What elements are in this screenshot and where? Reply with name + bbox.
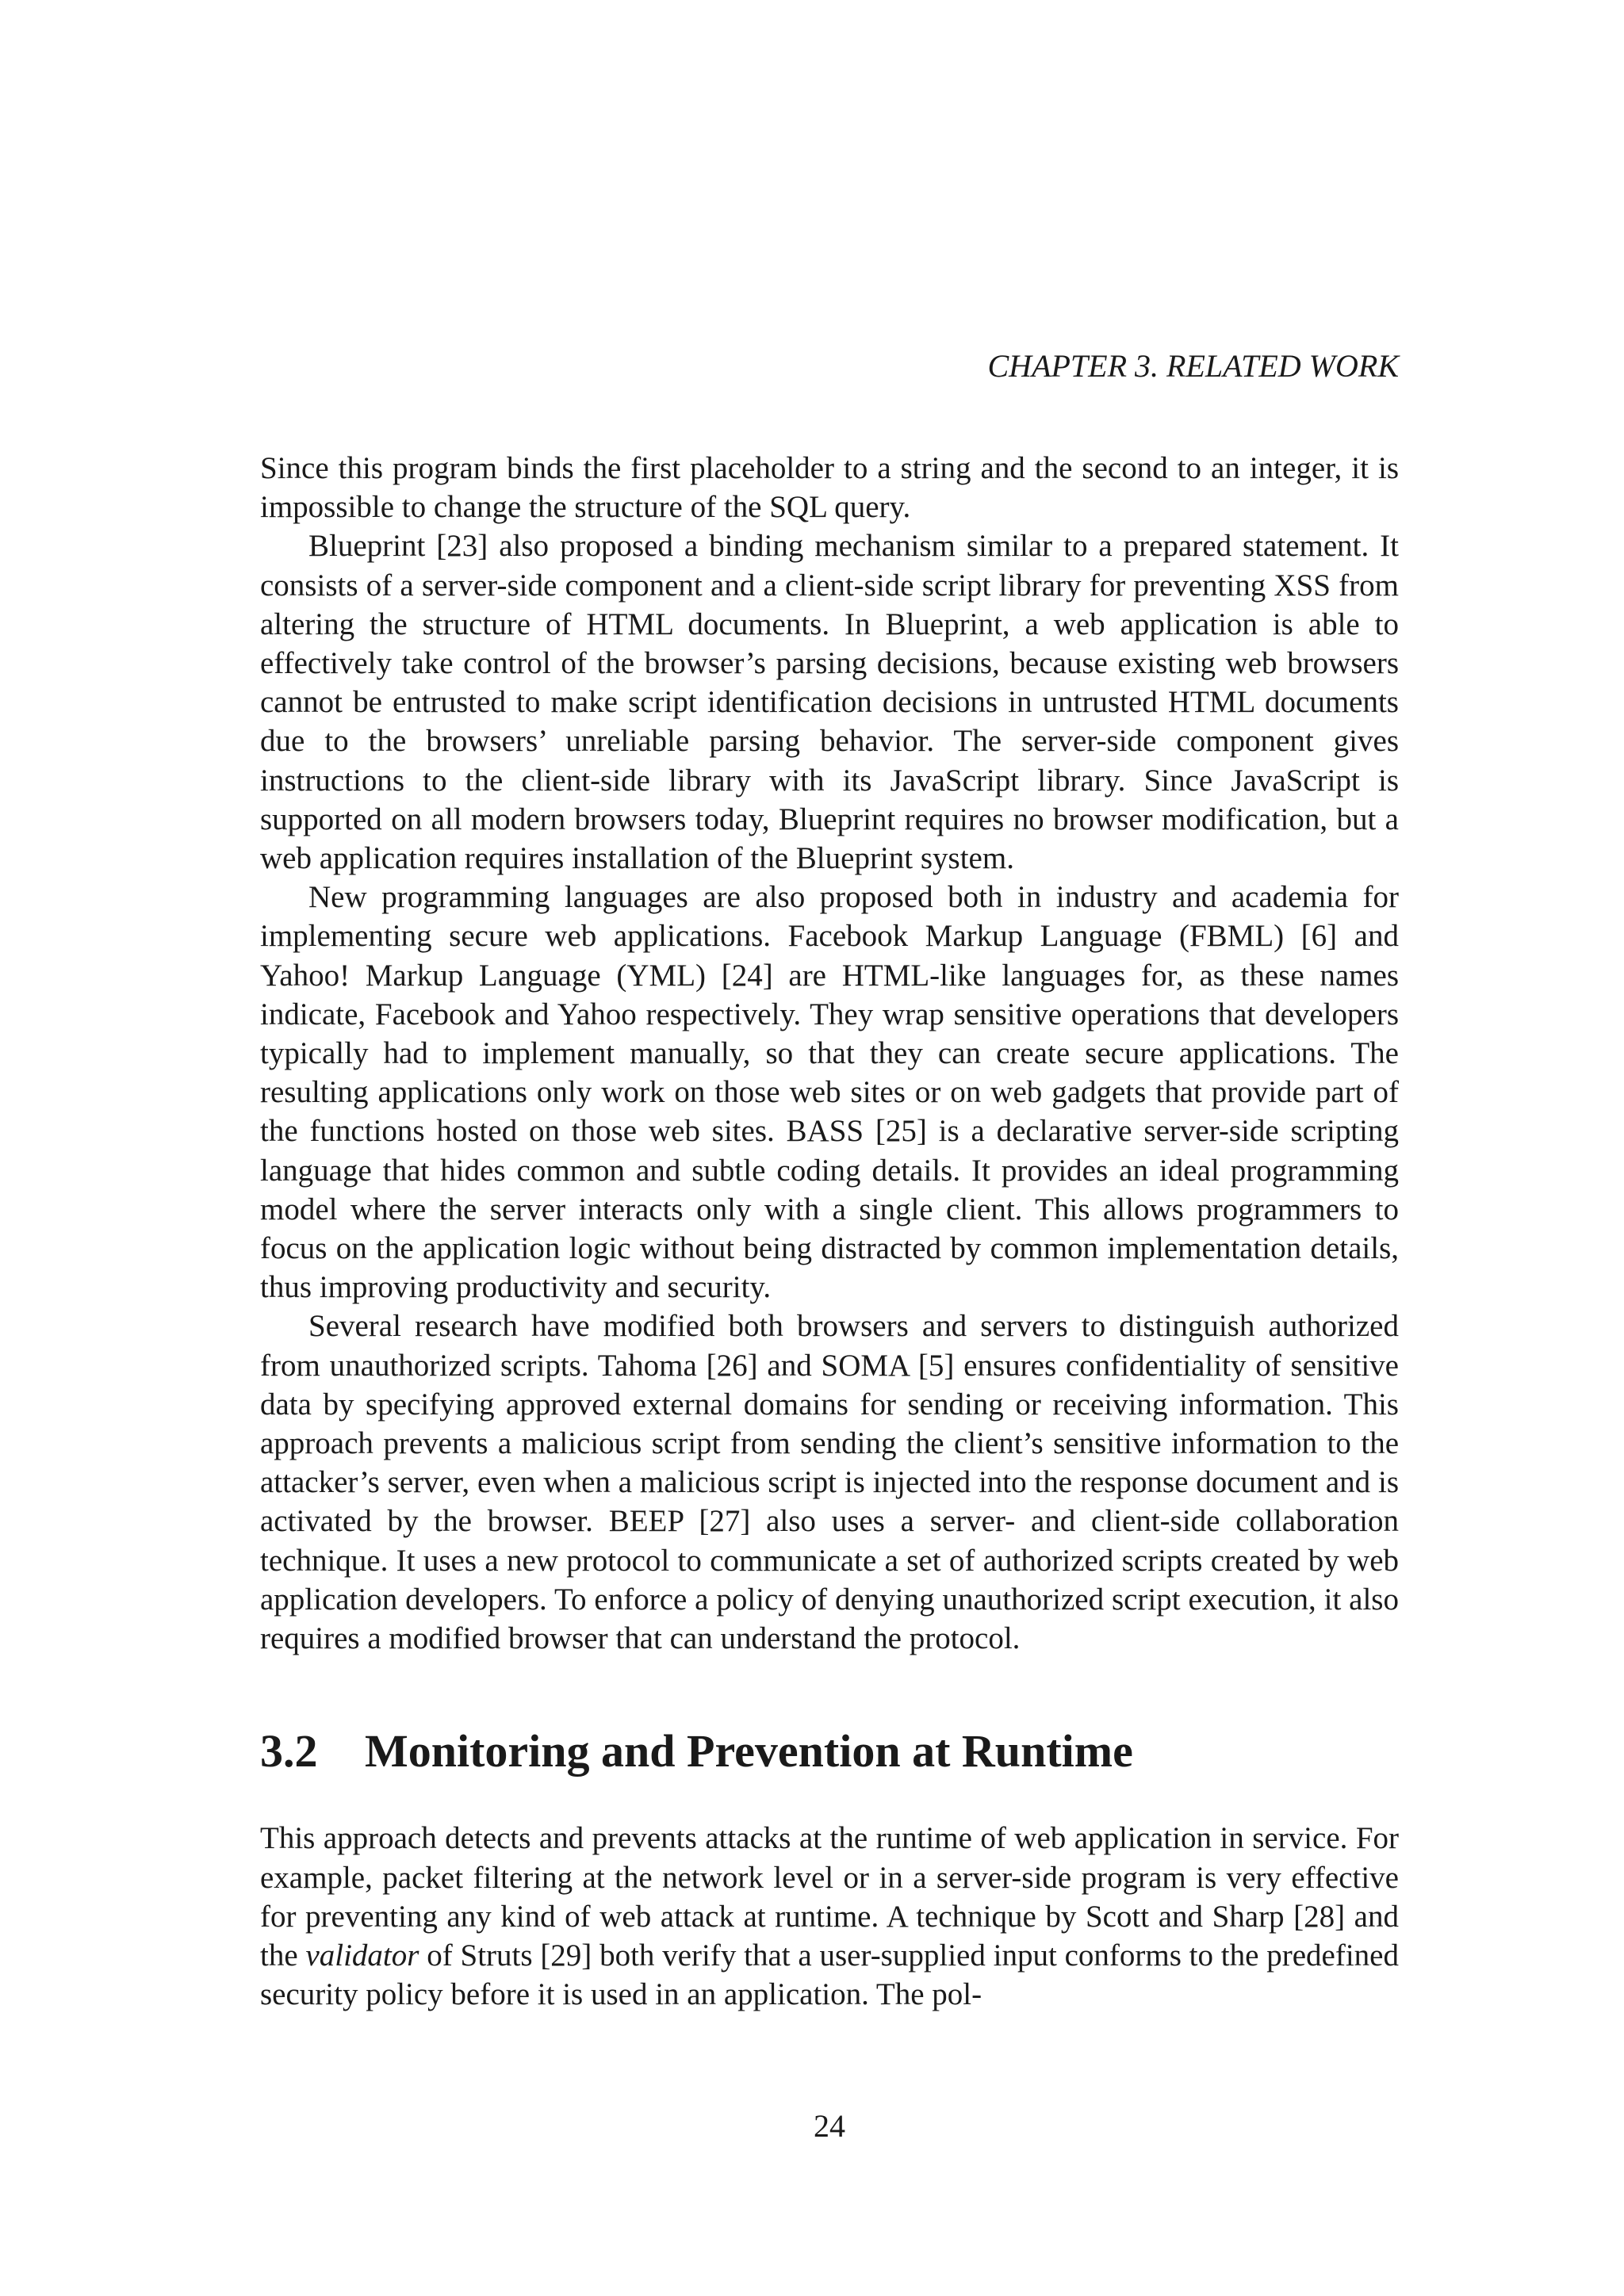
paragraph-browser-server-modification: Several research have modified both browsers and servers to distinguish authorized from unauthorized scripts. Tahoma [26] and SOMA [5] ensures confidentiality of sensitive data by specifying approved external domains for sending or receiving information. This approach prevents a malicious script from sending the client’s sensitive information to the attacker’s server, even when a malicious script is injected into the response document and is activated by the browser. BEEP [27] also uses a server- and client-side collaboration technique. It uses a new protocol to communicate a set of authorized scripts created by web application developers. To enforce a policy of denying unauthorized script execution, it also requires a modified browser that can understand the protocol.: [260, 1309, 1399, 1656]
body-text: [260, 449, 1399, 2014]
section-title: Monitoring and Prevention at Runtime: [365, 1725, 1133, 1777]
paragraph-runtime-monitoring: [260, 1819, 1399, 2014]
paragraph-sql-binding: Since this program binds the first placeholder to a string and the second to an integer, it is impossible to change the structure of the SQL query.: [260, 451, 1399, 525]
running-head: CHAPTER 3. RELATED WORK: [987, 348, 1399, 384]
section-number: 3.2: [260, 1725, 318, 1777]
section-heading: [260, 1724, 1399, 1779]
document-page: [260, 0, 1399, 2296]
validator-term: validator: [305, 1938, 419, 1973]
paragraph-programming-languages: New programming languages are also proposed both in industry and academia for implementing secure web applications. Facebook Markup Language (FBML) [6] and Yahoo! Markup Language (YML) [24] are HTML-like languages for, as these names indicate, Facebook and Yahoo respectively. They wrap sensitive operations that developers typically had to implement manually, so that they can create secure applications. The resulting applications only work on those web sites or on web gadgets that provide part of the functions hosted on those web sites. BASS [25] is a declarative server-side scripting language that hides common and subtle coding details. It provides an ideal programming model where the server interacts only with a single client. This allows programmers to focus on the application logic without being distracted by common implementation details, thus improving productivity and security.: [260, 880, 1399, 1305]
paragraph-runtime-text-end: of Struts [29] both verify that a user-supplied input conforms to the predefined security policy before it is used in an application. The pol-: [260, 1938, 1399, 2012]
paragraph-runtime-text-start: This approach detects and prevents attacks at the runtime of web application in service. For example, packet filtering at the network level or in a server-side program is very effective for preventing any kind of web attack at runtime. A technique by Scott and Sharp [28] and the: [260, 1821, 1399, 1973]
paragraph-blueprint: Blueprint [23] also proposed a binding mechanism similar to a prepared statement. It consists of a server-side component and a client-side script library for preventing XSS from altering the structure of HTML documents. In Blueprint, a web application is able to effectively take control of the browser’s parsing decisions, because existing web browsers cannot be entrusted to make script identification decisions in untrusted HTML documents due to the browsers’ unreliable parsing behavior. The server-side component gives instructions to the client-side library with its JavaScript library. Since JavaScript is supported on all modern browsers today, Blueprint requires no browser modification, but a web application requires installation of the Blueprint system.: [260, 529, 1399, 876]
page-number: 24: [814, 2108, 845, 2144]
